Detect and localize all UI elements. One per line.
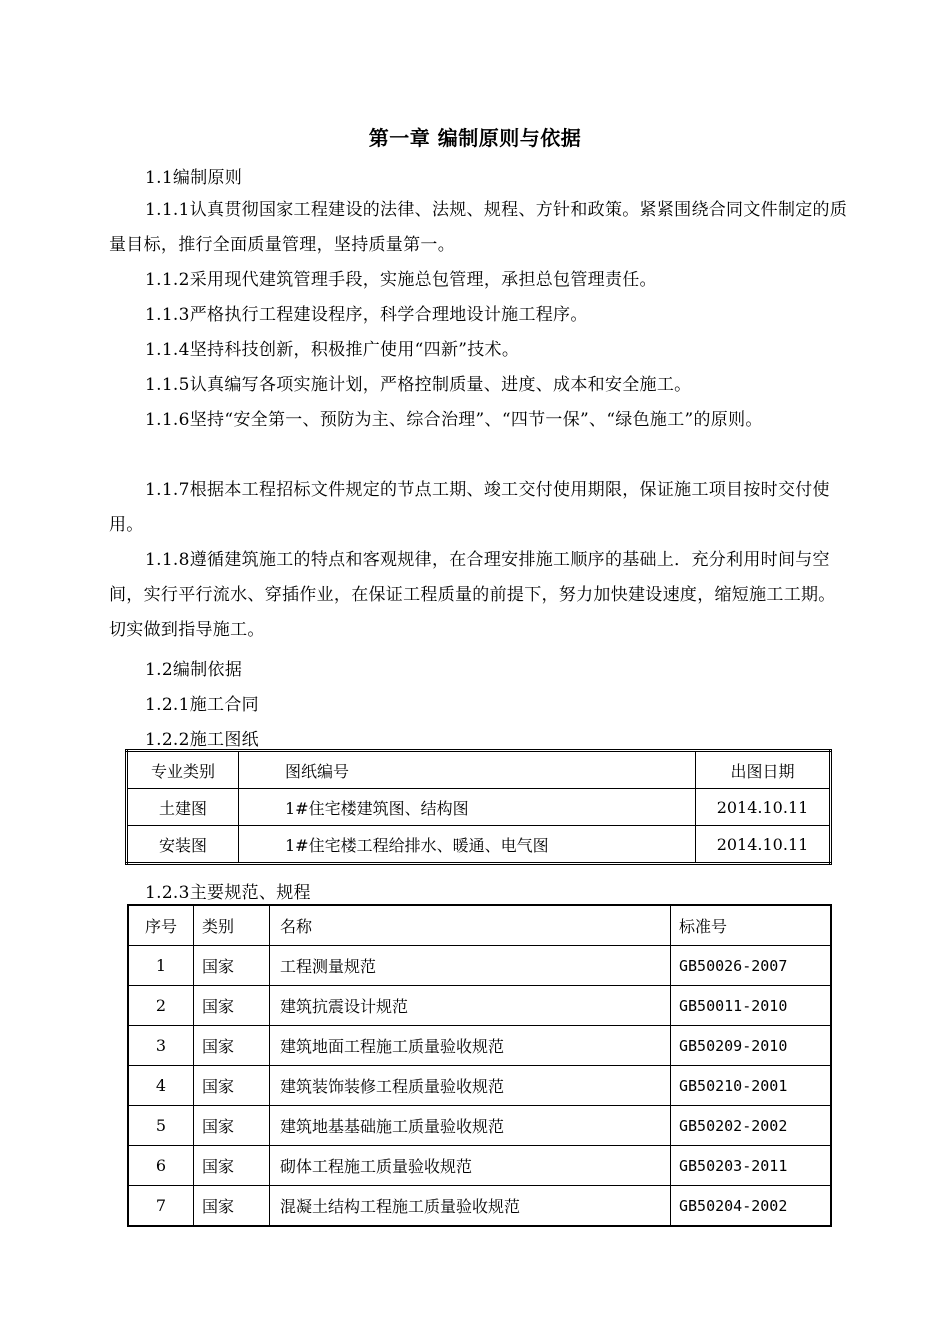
code-cell: GB50204-2002 (671, 1186, 832, 1227)
paragraph-1-1-2: 1.1.2采用现代建筑管理手段，实施总包管理，承担总包管理责任。 (145, 270, 657, 290)
code-cell: GB50209-2010 (671, 1026, 832, 1066)
paragraph-1-1-3: 1.1.3严格执行工程建设程序，科学合理地设计施工程序。 (145, 305, 588, 325)
table-header-row (128, 905, 831, 946)
type-cell: 国家 (194, 1026, 270, 1066)
index-cell: 7 (128, 1186, 194, 1227)
header-cell: 名称 (270, 905, 671, 946)
table-row (127, 826, 831, 864)
paragraph-1-1-6: 1.1.6坚持“安全第一、预防为主、综合治理”、“四节一保”、“绿色施工”的原则。 (145, 410, 763, 430)
table-row (128, 1186, 831, 1227)
type-cell: 国家 (194, 1186, 270, 1227)
section-heading-1-1: 1.1编制原则 (145, 168, 243, 188)
type-cell: 国家 (194, 1146, 270, 1186)
name-cell: 建筑地基基础施工质量验收规范 (270, 1106, 671, 1146)
code-cell: GB50210-2001 (671, 1066, 832, 1106)
table-header-row (127, 751, 831, 789)
table-row (128, 1026, 831, 1066)
type-cell: 国家 (194, 986, 270, 1026)
name-cell: 建筑地面工程施工质量验收规范 (270, 1026, 671, 1066)
date-cell: 2014.10.11 (696, 826, 831, 864)
paragraph-1-1-8: 1.1.8遵循建筑施工的特点和客观规律，在合理安排施工顺序的基础上．充分利用时间与空间，实行平行流水、穿插作业，在保证工程质量的前提下，努力加快建设速度，缩短施工工期。切实做到指导施工。 (109, 550, 836, 640)
index-cell: 5 (128, 1106, 194, 1146)
index-cell: 2 (128, 986, 194, 1026)
section-heading-1-2-2: 1.2.2施工图纸 (145, 730, 259, 750)
index-cell: 3 (128, 1026, 194, 1066)
category-cell: 安装图 (127, 826, 239, 864)
table-row (128, 946, 831, 986)
index-cell: 6 (128, 1146, 194, 1186)
table-row (128, 1066, 831, 1106)
chapter-title: 第一章 编制原则与依据 (368, 126, 582, 150)
type-cell: 国家 (194, 1106, 270, 1146)
category-cell: 土建图 (127, 789, 239, 826)
type-cell: 国家 (194, 946, 270, 986)
name-cell: 工程测量规范 (270, 946, 671, 986)
table-row (128, 1146, 831, 1186)
header-cell: 专业类别 (127, 751, 239, 789)
section-heading-1-2: 1.2编制依据 (145, 660, 243, 680)
code-cell: GB50026-2007 (671, 946, 832, 986)
index-cell: 4 (128, 1066, 194, 1106)
name-cell: 建筑抗震设计规范 (270, 986, 671, 1026)
table-row (128, 986, 831, 1026)
table-row (127, 789, 831, 826)
type-cell: 国家 (194, 1066, 270, 1106)
header-cell: 标准号 (671, 905, 832, 946)
header-cell: 类别 (194, 905, 270, 946)
name-cell: 混凝土结构工程施工质量验收规范 (270, 1186, 671, 1227)
standards-table (127, 904, 832, 1227)
drawing-cell: 1#住宅楼建筑图、结构图 (239, 789, 696, 826)
code-cell: GB50011-2010 (671, 986, 832, 1026)
section-heading-1-2-1: 1.2.1施工合同 (145, 695, 259, 715)
paragraph-1-1-7: 1.1.7根据本工程招标文件规定的节点工期、竣工交付使用期限，保证施工项目按时交付使用。 (109, 480, 830, 535)
header-cell: 图纸编号 (239, 751, 696, 789)
table-row (128, 1106, 831, 1146)
paragraph-1-1-1: 1.1.1认真贯彻国家工程建设的法律、法规、规程、方针和政策。紧紧围绕合同文件制定的质量目标，推行全面质量管理，坚持质量第一。 (109, 200, 848, 255)
paragraph-1-1-5: 1.1.5认真编写各项实施计划，严格控制质量、进度、成本和安全施工。 (145, 375, 692, 395)
index-cell: 1 (128, 946, 194, 986)
name-cell: 砌体工程施工质量验收规范 (270, 1146, 671, 1186)
code-cell: GB50203-2011 (671, 1146, 832, 1186)
date-cell: 2014.10.11 (696, 789, 831, 826)
section-heading-1-2-3: 1.2.3主要规范、规程 (145, 883, 311, 903)
drawings-table (125, 749, 832, 865)
name-cell: 建筑装饰装修工程质量验收规范 (270, 1066, 671, 1106)
paragraph-1-1-4: 1.1.4坚持科技创新，积极推广使用“四新”技术。 (145, 340, 520, 360)
header-cell: 序号 (128, 905, 194, 946)
header-cell: 出图日期 (696, 751, 831, 789)
drawing-cell: 1#住宅楼工程给排水、暖通、电气图 (239, 826, 696, 864)
code-cell: GB50202-2002 (671, 1106, 832, 1146)
